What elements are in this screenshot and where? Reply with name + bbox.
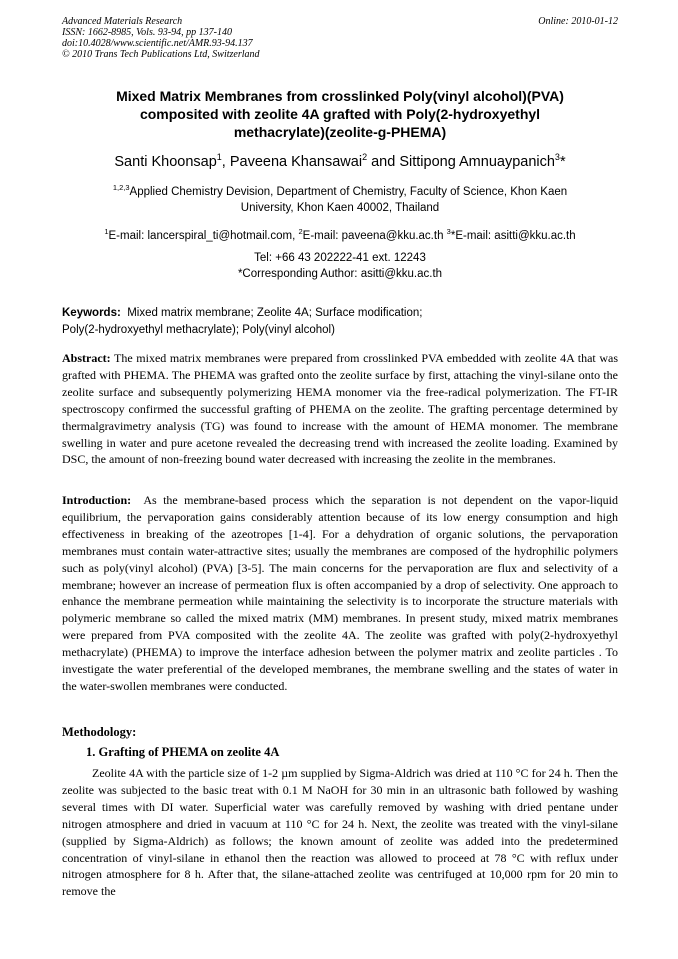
- journal-name: Advanced Materials Research: [62, 16, 183, 27]
- affiliation: [62, 180, 618, 216]
- title-line: Mixed Matrix Membranes from crosslinked Poly(vinyl alcohol)(PVA): [116, 88, 564, 104]
- methodology-heading: Methodology:: [62, 725, 137, 739]
- affiliation-mark: 1,2,3: [112, 183, 130, 192]
- corresponding-mark: *: [559, 153, 566, 170]
- contact-info: [62, 250, 618, 282]
- email-text: E-mail: lancerspiral_ti@hotmail.com,: [108, 229, 299, 242]
- abstract-label: Abstract:: [62, 351, 111, 365]
- paper-title: [62, 87, 618, 141]
- email-mark: 3: [446, 227, 451, 236]
- introduction-label: Introduction:: [62, 493, 132, 507]
- author-list: [62, 148, 618, 171]
- title-line: composited with zeolite 4A grafted with Poly(2-hydroxyethyl: [139, 106, 541, 122]
- copyright-line: © 2010 Trans Tech Publications Ltd, Switzerland: [62, 49, 260, 60]
- title-line: methacrylate)(zeolite-g-PHEMA): [233, 124, 447, 140]
- doi-line: doi:10.4028/www.scientific.net/AMR.93-94.137: [62, 38, 253, 49]
- keywords: [62, 305, 618, 339]
- issn-line: ISSN: 1662-8985, Vols. 93-94, pp 137-140: [62, 27, 232, 38]
- email-line: [62, 224, 618, 244]
- email-mark: 1: [104, 227, 109, 236]
- author-name: Paveena Khansawai: [229, 153, 363, 170]
- email-text: *E-mail: asitti@kku.ac.th: [450, 229, 576, 242]
- introduction: [62, 492, 618, 695]
- corresponding-author: *Corresponding Author: asitti@kku.ac.th: [237, 268, 443, 280]
- abstract-text: The mixed matrix membranes were prepared from crosslinked PVA embedded with zeolite 4A that was grafted with PHEMA. The PHEMA was grafted onto the zeolite surface by first, attaching the vinyl-silane onto the zeolite surface and subsequently polymerizing HEMA monomer via the free-radical polymerization. The FT-IR spectroscopy confirmed the successful grafting of PHEMA on the zeolite. The grafting percentage determined by thermalgravimetry analysis (TG) was found to increase with the amount of HEMA monomer. The membrane swelling in water and pure acetone revealed the decreasing trend with increased the zeolite loading. Examined by DSC, the amount of non-freezing bound water decreased with increasing the zeolite in the membranes.: [62, 351, 618, 467]
- author-separator: ,: [221, 153, 230, 170]
- affiliation-line: University, Khon Kaen 40002, Thailand: [240, 201, 440, 214]
- affiliation-line: Applied Chemistry Devision, Department of Chemistry, Faculty of Science, Khon Kaen: [129, 185, 568, 198]
- section-heading: 1. Grafting of PHEMA on zeolite 4A: [86, 745, 280, 759]
- online-date: Online: 2010-01-12: [538, 16, 618, 27]
- email-mark: 2: [298, 227, 303, 236]
- keywords-text: Poly(2-hydroxyethyl methacrylate); Poly(vinyl alcohol): [62, 324, 335, 336]
- author-affiliation-mark: 2: [362, 152, 368, 162]
- keywords-label: Keywords:: [62, 307, 121, 319]
- keywords-text: Mixed matrix membrane; Zeolite 4A; Surface modification;: [127, 307, 423, 319]
- author-name: Santi Khoonsap: [114, 153, 217, 170]
- methodology-paragraph: [62, 765, 618, 900]
- methodology-text: Zeolite 4A with the particle size of 1-2 µm supplied by Sigma-Aldrich was dried at 110 °C for 24 h. Then the zeolite was subjected to the basic treat with 0.1 M NaOH for 30 min in an ultrasonic bath followed by washing several times with DI water. Superficial water was carefully removed by washing with dried pentane under nitrogen atmosphere and dried in vacuum at 110 °C for 24 h. Next, the zeolite was treated with the vinyl-silane (supplied by Sigma-Aldrich) as follows; the known amount of zeolite was added into the predetermined concentration of vinyl-silane in ethanol then the reaction was allowed to proceed at 78 °C with reflux under nitrogen atmosphere for 8 h. After that, the silane-attached zeolite was centrifuged at 10,000 rpm for 20 min to remove the: [62, 766, 618, 899]
- telephone: Tel: +66 43 202222-41 ext. 12243: [254, 252, 426, 264]
- author-affiliation-mark: 1: [216, 152, 222, 162]
- author-separator: and: [367, 153, 400, 170]
- introduction-text: As the membrane-based process which the separation is not dependent on the vapor-liquid equilibrium, the pervaporation gains considerably attention because of its low energy consumption and high effectiveness in breaking of the azeotropes [1-4]. For a dehydration of organic solutions, the pervaporation membranes must contain water-attractive sites; usually the membranes are composed of the hydrophilic polymers such as poly(vinyl alcohol) (PVA) [3-5]. The main concerns for the pervaporation are flux and selectivity of a membrane; however an increase of permeation flux is often accompanied by a drop of selectivity. One approach to enhance the membrane permeation while maintaining the selectivity is to incorporate the structure materials with polymeric membrane so called the mixed matrix (MM) membranes. In present study, mixed matrix membranes were prepared from PVA composited with the zeolite 4A. The zeolite was grafted with poly(2-hydroxyethyl methacrylate) (PHEMA) to improve the interface adhesion between the polymer matrix and zeolite particles . To investigate the water preferential of the developed membranes, the membrane swelling and the states of water in the water-swollen membranes were conducted.: [62, 493, 618, 693]
- journal-header: [62, 16, 618, 60]
- email-text: E-mail: paveena@kku.ac.th: [302, 229, 447, 242]
- author-affiliation-mark: 3: [554, 152, 560, 162]
- abstract: [62, 350, 618, 468]
- author-name: Sittipong Amnuaypanich: [399, 153, 555, 170]
